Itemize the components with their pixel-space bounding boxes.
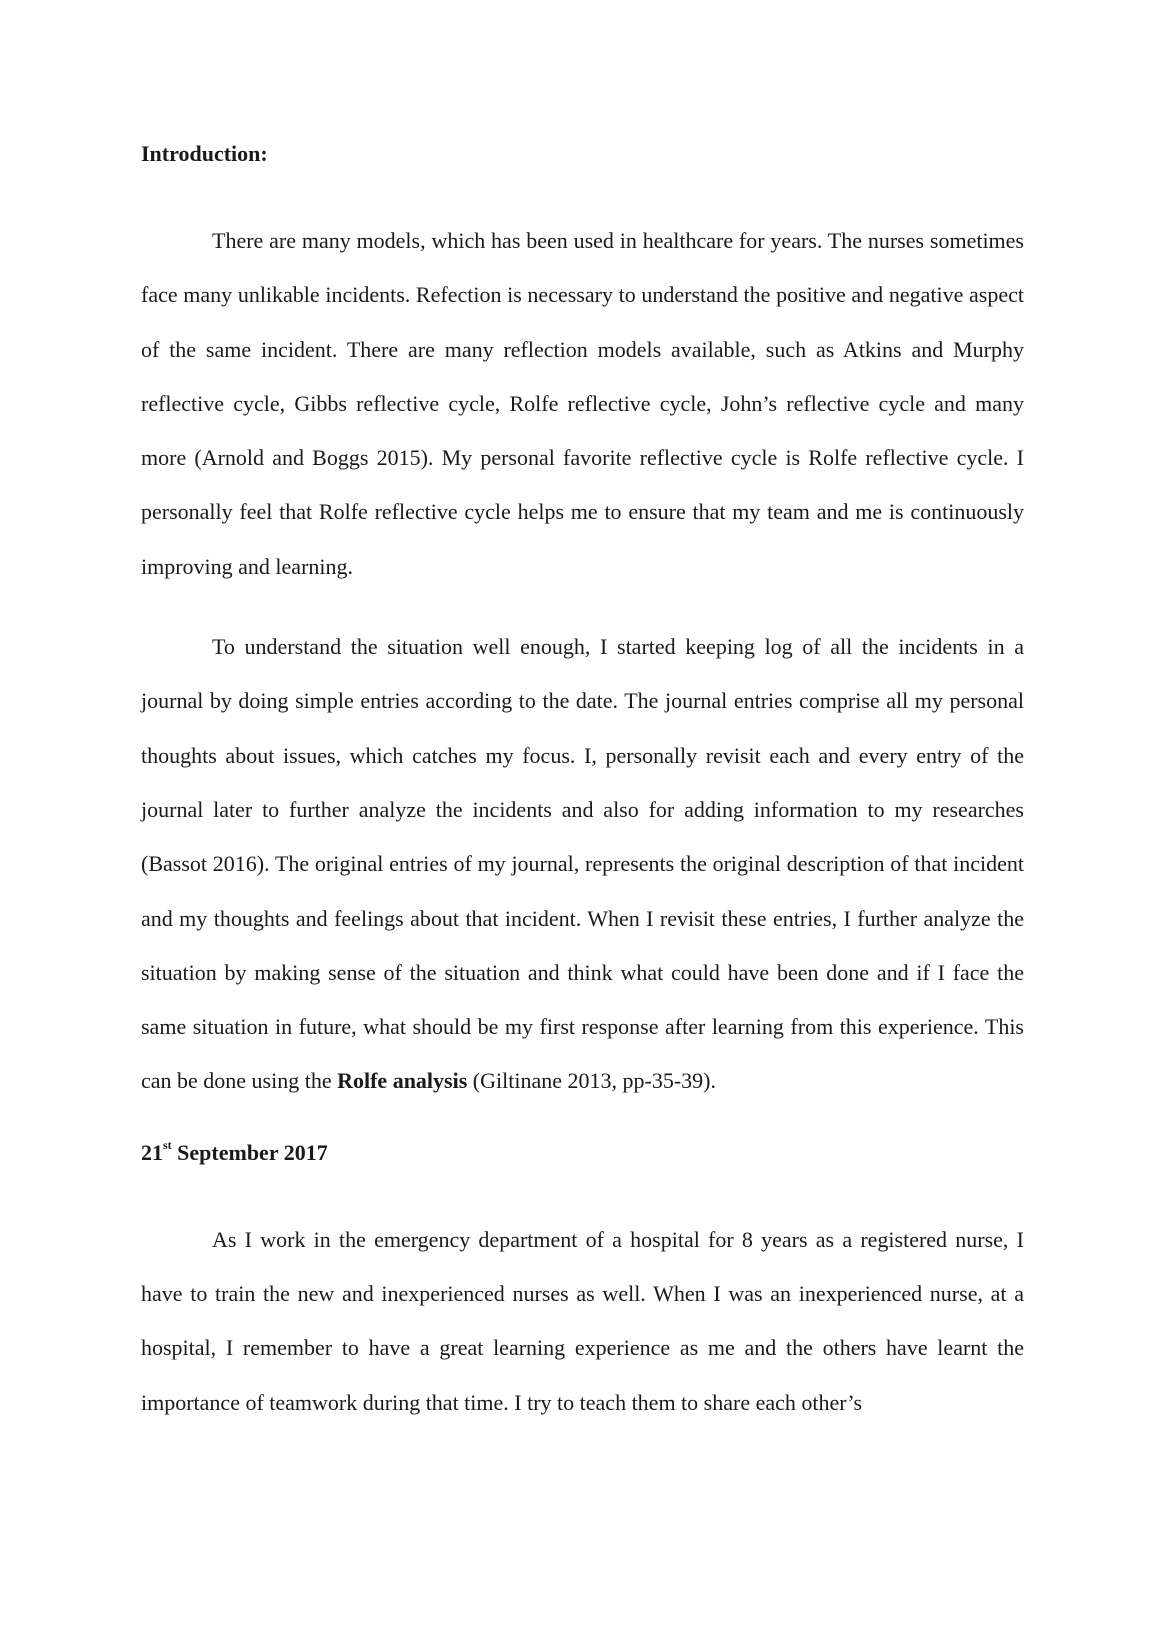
entry-day-suffix: st xyxy=(163,1138,172,1153)
entry-paragraph-1: As I work in the emergency department of a hospital for 8 years as a registered nurse, I have to train the new and inexperienced nurses as well. When I was an inexperienced nurse, at a hospital, I remember to have a great learning experience as me and the others have learnt the importance of teamwork during that time. I try to teach them to share each other’s xyxy=(141,1226,1024,1415)
rolfe-analysis-emphasis: Rolfe analysis xyxy=(337,1068,468,1094)
entry-date-heading xyxy=(141,1137,1024,1169)
paragraph-2-text: To understand the situation well enough, I started keeping log of all the incidents in a journal by doing simple entries according to the date. The journal entries comprise all my personal thoughts about issues, which catches my focus. I, personally revisit each and every entry of the journal later to further analyze the incidents and also for adding information to my researches (Bassot 2016). The original entries of my journal, represents the original description of that incident and my thoughts and feelings about that incident. When I revisit these entries, I further analyze the situation by making sense of the situation and think what could have been done and if I face the same situation in future, what should be my first response after learning from this experience. This can be done using the xyxy=(141,634,1024,1094)
document-content xyxy=(141,138,1024,1430)
entry-month-year: September 2017 xyxy=(177,1139,328,1165)
paragraph-2-citation: (Giltinane 2013, pp-35-39). xyxy=(472,1068,716,1094)
introduction-paragraph-1: There are many models, which has been used in healthcare for years. The nurses sometimes face many unlikable incidents. Refection is necessary to understand the positive and negative aspect of the same incident. There are many reflection models available, such as Atkins and Murphy reflective cycle, Gibbs reflective cycle, Rolfe reflective cycle, John’s reflective cycle and many more (Arnold and Boggs 2015). My personal favorite reflective cycle is Rolfe reflective cycle. I personally feel that Rolfe reflective cycle helps me to ensure that my team and me is continuously improving and learning. xyxy=(141,228,1024,579)
introduction-heading: Introduction: xyxy=(141,141,268,166)
introduction-paragraph-2 xyxy=(141,620,1024,1109)
entry-day: 21 xyxy=(141,1139,163,1165)
